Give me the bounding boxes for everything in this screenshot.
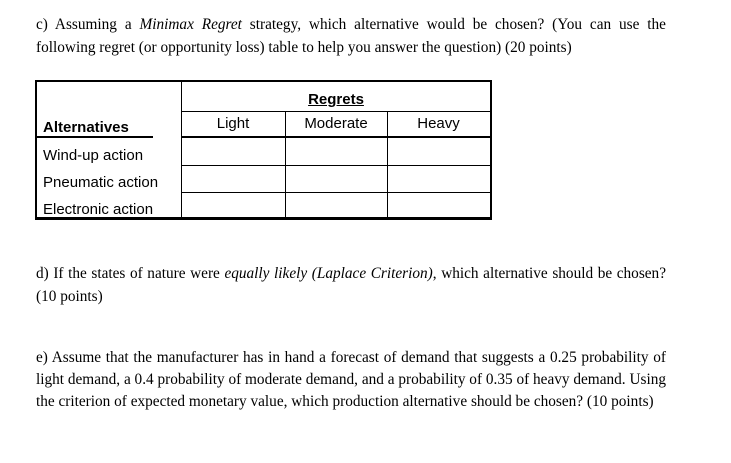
table-divider-header-right <box>181 136 492 138</box>
question-d-prefix: d) If the states of nature were <box>36 265 225 282</box>
row-label-electronic: Electronic action <box>43 201 154 218</box>
row-label-wind-up: Wind-up action <box>43 147 144 164</box>
table-divider-regrets <box>181 111 492 112</box>
table-border-top <box>35 80 492 82</box>
row-label-pneumatic: Pneumatic action <box>43 174 159 191</box>
alternatives-header: Alternatives <box>43 119 129 136</box>
question-c-term: Minimax Regret <box>139 16 242 33</box>
column-header-heavy: Heavy <box>417 115 460 132</box>
table-border-left <box>35 80 37 220</box>
question-c-suffix: strategy, which alternative would be chosen? (You can use the following regret (or opportunity loss) table to help you answer the question) (20 points) <box>36 16 666 56</box>
column-header-moderate: Moderate <box>304 115 368 132</box>
table-divider-col1 <box>181 80 182 220</box>
table-border-right <box>490 80 492 220</box>
question-d <box>36 262 666 308</box>
question-c <box>36 13 666 59</box>
table-divider-row2 <box>181 192 492 193</box>
question-d-term: equally likely (Laplace Criterion) <box>224 265 433 282</box>
regrets-group-header: Regrets <box>308 91 364 108</box>
column-header-light: Light <box>216 115 250 132</box>
question-d-suffix: , which alternative should be chosen? (10 points) <box>36 265 666 305</box>
table-divider-row1 <box>181 165 492 166</box>
question-c-prefix: c) Assuming a <box>36 16 140 33</box>
question-e: e) Assume that the manufacturer has in hand a forecast of demand that suggests a 0.25 probability of light demand, a 0.4 probability of moderate demand, and a probability of 0.35 of heavy demand. Using the criterion of expected monetary value, which production alternative should be chosen? (10 points) <box>36 349 666 410</box>
regret-table <box>35 80 492 220</box>
